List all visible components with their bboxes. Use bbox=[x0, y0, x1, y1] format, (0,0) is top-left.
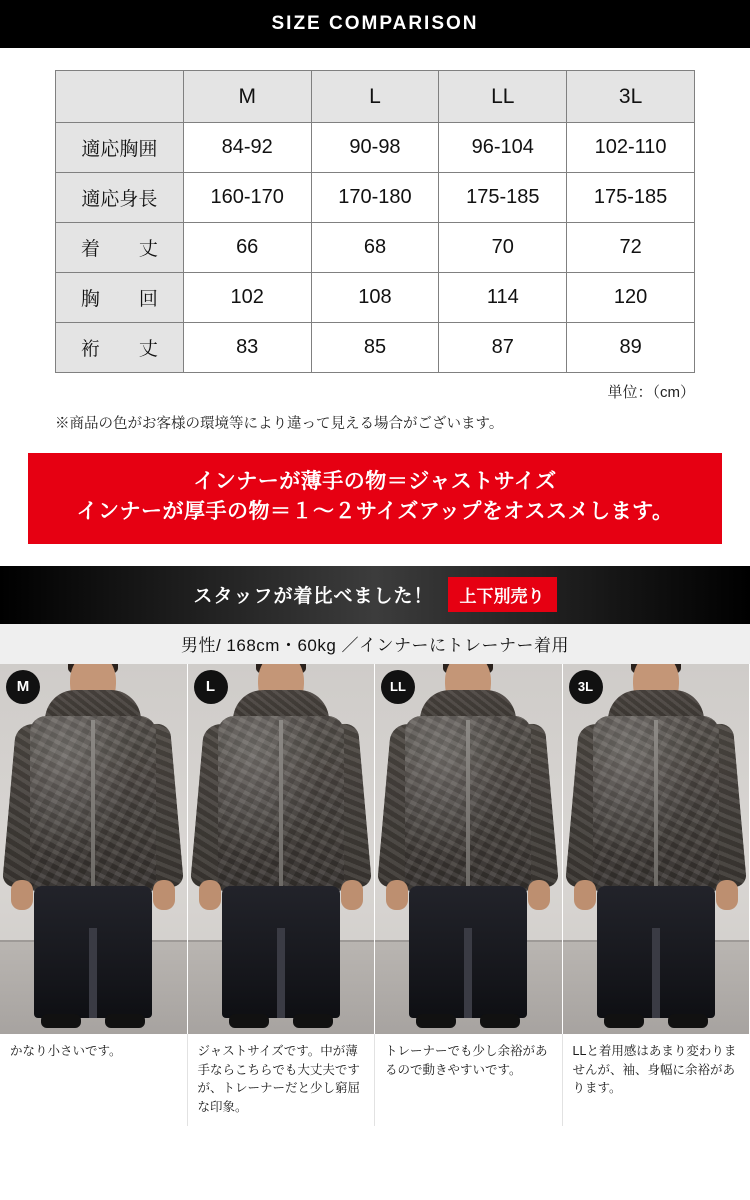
row-label-chest-fit: 適応胸囲 bbox=[56, 123, 184, 173]
size-table bbox=[55, 70, 695, 373]
size-badge-ll: LL bbox=[381, 670, 415, 704]
model-figure bbox=[0, 664, 187, 1034]
size-badge-3l: 3L bbox=[569, 670, 603, 704]
model-shoe-right bbox=[105, 1014, 145, 1028]
model-hand-right bbox=[341, 880, 363, 910]
model-info: 男性/ 168cm・60kg ／インナーにトレーナー着用 bbox=[0, 624, 750, 664]
jacket-zipper bbox=[654, 720, 658, 888]
row-label-sleeve: 裄 丈 bbox=[56, 323, 184, 373]
black-pants bbox=[409, 886, 527, 1018]
jacket-zipper bbox=[91, 720, 95, 888]
model-shoe-right bbox=[293, 1014, 333, 1028]
row-label-length: 着 丈 bbox=[56, 223, 184, 273]
black-pants bbox=[222, 886, 340, 1018]
jacket-zipper bbox=[466, 720, 470, 888]
photo-cell-3l bbox=[563, 664, 750, 1126]
model-shoe-left bbox=[229, 1014, 269, 1028]
black-pants bbox=[34, 886, 152, 1018]
cell-height-fit-ll: 175-185 bbox=[439, 173, 567, 223]
model-hand-left bbox=[574, 880, 596, 910]
cell-length-ll: 70 bbox=[439, 223, 567, 273]
photo-caption-3l: LLと着用感はあまり変わりませんが、袖、身幅に余裕があります。 bbox=[572, 1043, 737, 1096]
black-pants bbox=[597, 886, 715, 1018]
model-photo-l[interactable] bbox=[188, 664, 376, 1034]
model-photo-3l[interactable] bbox=[563, 664, 750, 1034]
table-header-ll: LL bbox=[439, 71, 567, 123]
model-hand-right bbox=[528, 880, 550, 910]
model-shoe-left bbox=[604, 1014, 644, 1028]
model-shoe-left bbox=[416, 1014, 456, 1028]
cell-chest-m: 102 bbox=[183, 273, 311, 323]
size-table-section bbox=[0, 48, 750, 433]
table-header-l: L bbox=[311, 71, 439, 123]
cell-chest-fit-ll: 96-104 bbox=[439, 123, 567, 173]
cell-chest-fit-l: 90-98 bbox=[311, 123, 439, 173]
sizing-advice-banner bbox=[28, 453, 722, 544]
cell-sleeve-l: 85 bbox=[311, 323, 439, 373]
cell-length-l: 68 bbox=[311, 223, 439, 273]
cell-length-3l: 72 bbox=[567, 223, 695, 273]
photo-comparison-row bbox=[0, 664, 750, 1126]
cell-height-fit-m: 160-170 bbox=[183, 173, 311, 223]
cell-sleeve-3l: 89 bbox=[567, 323, 695, 373]
model-hand-right bbox=[716, 880, 738, 910]
photo-caption-ll: トレーナーでも少し余裕があるので動きやすいです。 bbox=[375, 1034, 563, 1126]
model-hand-left bbox=[199, 880, 221, 910]
model-figure bbox=[563, 664, 750, 1034]
table-row bbox=[56, 323, 695, 373]
table-row bbox=[56, 123, 695, 173]
color-disclaimer-note: ※商品の色がお客様の環境等により違って見える場合がございます。 bbox=[55, 416, 504, 432]
photo-cell-ll bbox=[375, 664, 563, 1126]
model-hand-left bbox=[11, 880, 33, 910]
staff-comparison-bar bbox=[0, 566, 750, 624]
cell-chest-3l: 120 bbox=[567, 273, 695, 323]
table-header-corner bbox=[56, 71, 184, 123]
cell-sleeve-ll: 87 bbox=[439, 323, 567, 373]
page-header bbox=[0, 0, 750, 48]
table-header-3l: 3L bbox=[567, 71, 695, 123]
jacket-zipper bbox=[279, 720, 283, 888]
unit-label: 単位：（cm） bbox=[607, 384, 695, 401]
row-label-height-fit: 適応身長 bbox=[56, 173, 184, 223]
size-badge-l: L bbox=[194, 670, 228, 704]
cell-chest-fit-3l: 102-110 bbox=[567, 123, 695, 173]
cell-sleeve-m: 83 bbox=[183, 323, 311, 373]
size-table-head bbox=[56, 71, 695, 123]
table-header-row bbox=[56, 71, 695, 123]
cell-chest-l: 108 bbox=[311, 273, 439, 323]
table-row bbox=[56, 273, 695, 323]
size-table-body bbox=[56, 123, 695, 373]
cell-chest-fit-m: 84-92 bbox=[183, 123, 311, 173]
model-figure bbox=[188, 664, 375, 1034]
model-shoe-right bbox=[668, 1014, 708, 1028]
status-badge: 上下別売り bbox=[448, 577, 557, 612]
sizing-advice-line-1: インナーが薄手の物＝ジャストサイズ bbox=[193, 470, 557, 493]
model-hand-right bbox=[153, 880, 175, 910]
photo-caption-l: ジャストサイズです。中が薄手ならこちらでも大丈夫ですが、トレーナーだと少し窮屈な印象。 bbox=[188, 1034, 376, 1126]
cell-length-m: 66 bbox=[183, 223, 311, 273]
size-badge-m: M bbox=[6, 670, 40, 704]
sizing-advice-line-2: インナーが厚手の物＝１〜２サイズアップをオススメします。 bbox=[76, 500, 674, 524]
cell-chest-ll: 114 bbox=[439, 273, 567, 323]
row-label-chest: 胸 回 bbox=[56, 273, 184, 323]
table-row bbox=[56, 173, 695, 223]
photo-cell-l bbox=[188, 664, 376, 1126]
model-photo-m[interactable] bbox=[0, 664, 188, 1034]
staff-comparison-text: スタッフが着比べました！ bbox=[193, 586, 434, 608]
model-figure bbox=[375, 664, 562, 1034]
cell-height-fit-l: 170-180 bbox=[311, 173, 439, 223]
page-title: SIZE COMPARISON bbox=[271, 13, 479, 34]
photo-cell-m bbox=[0, 664, 188, 1126]
model-shoe-left bbox=[41, 1014, 81, 1028]
model-photo-ll[interactable] bbox=[375, 664, 563, 1034]
model-shoe-right bbox=[480, 1014, 520, 1028]
model-hand-left bbox=[386, 880, 408, 910]
photo-caption-m: かなり小さいです。 bbox=[0, 1034, 188, 1126]
table-header-m: M bbox=[183, 71, 311, 123]
table-row bbox=[56, 223, 695, 273]
cell-height-fit-3l: 175-185 bbox=[567, 173, 695, 223]
